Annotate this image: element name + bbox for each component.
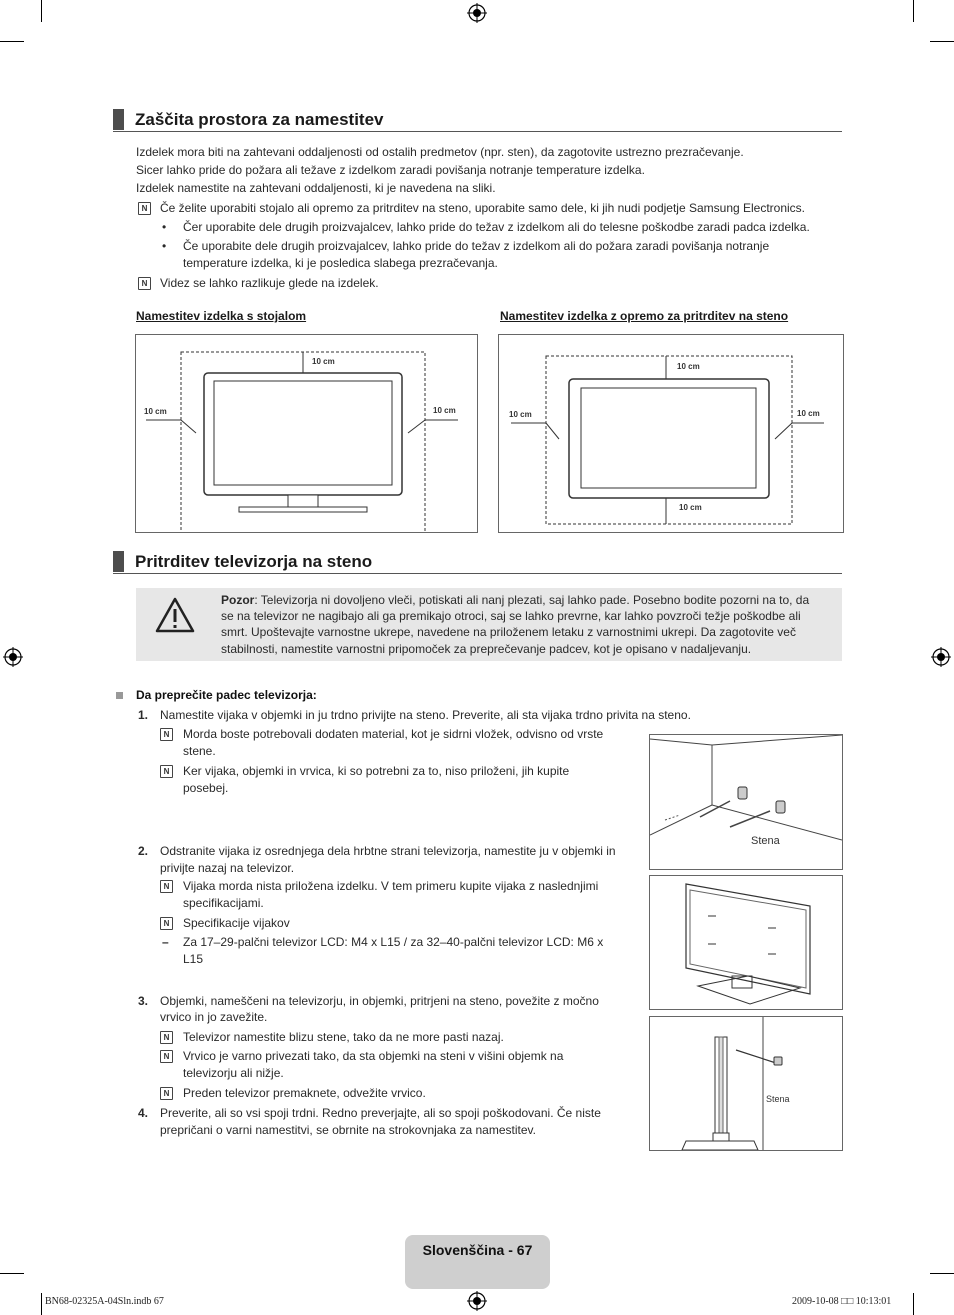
wall-label: Stena xyxy=(766,1094,790,1104)
registration-mark-icon xyxy=(467,1291,487,1311)
figure-title: Namestitev izdelka s stojalom xyxy=(136,309,307,323)
page-number: Slovenščina - 67 xyxy=(422,1242,533,1258)
tv-stand-illustration xyxy=(136,335,477,532)
note-text: Morda boste potrebovali dodaten material, kot je sidrni vložek, odvisno od vrste xyxy=(183,727,604,741)
note-text: Specifikacije vijakov xyxy=(183,916,290,930)
section-title: Zaščita prostora za namestitev xyxy=(135,110,384,129)
paragraph: Izdelek mora biti na zahtevani oddaljenosti od ostalih predmetov (npr. sten), da zagotovite ustrezno prezračevanje. xyxy=(136,145,744,159)
registration-mark-icon xyxy=(467,3,487,23)
step-text: vrvico in jo zavežite. xyxy=(160,1010,268,1024)
warning-text: stabilnosti, namestite varnostni pripomoček za preprečevanje padcev, kot je opisano v nadaljevanju. xyxy=(221,642,752,656)
warning-triangle-icon xyxy=(155,597,195,633)
note-text: Če želite uporabiti stojalo ali opremo za pritrditev na steno, uporabite samo dele, ki jih nudi podjetje Samsung Electronics. xyxy=(160,201,806,215)
step-number: 3. xyxy=(138,994,149,1008)
note-text: Ker vijaka, objemki in vrvica, ki so potrebni za to, niso priloženi, jih kupite xyxy=(183,764,570,778)
note-text: posebej. xyxy=(183,781,229,795)
tv-side-tethered-figure xyxy=(649,1016,843,1151)
distance-label-right: 10 cm xyxy=(797,409,820,418)
note-icon: N xyxy=(160,1031,173,1044)
wall-label: Stena xyxy=(751,835,780,847)
step-number: 4. xyxy=(138,1106,149,1120)
crop-mark xyxy=(913,1293,914,1315)
bullet-text: Čer uporabite dele drugih proizvajalcev, lahko pride do težav z izdelkom ali do telesne poškodbe zaradi padca izdelka. xyxy=(183,220,810,234)
note-text: Preden televizor premaknete, odvežite vrvico. xyxy=(183,1086,426,1100)
step-text: Preverite, ali so vsi spoji trdni. Redno preverjajte, ali so spoji poškodovani. Če niste xyxy=(160,1106,601,1120)
distance-label-right: 10 cm xyxy=(433,406,456,415)
warning-box xyxy=(136,588,842,661)
section-title: Pritrditev televizorja na steno xyxy=(135,552,373,571)
section-rule xyxy=(113,131,842,132)
wall-mount-clearance-figure xyxy=(498,334,844,533)
warning-text: Pozor: Televizorja ni dovoljeno vleči, potiskati ali nanj plezati, saj lahko pade. Posebno bodite pozorni na to, da xyxy=(221,593,810,607)
wall-clamp-figure xyxy=(649,734,843,870)
step-text: Namestite vijaka v objemki in ju trdno privijte na steno. Preverite, ali sta vijaka trdno privita na steno. xyxy=(160,708,691,722)
crop-mark xyxy=(41,1293,42,1315)
step-text: Objemki, nameščeni na televizorju, in objemki, pritrjeni na steno, povežite z močno xyxy=(160,994,599,1008)
step-number: 1. xyxy=(138,708,149,722)
step-text: Odstranite vijaka iz osrednjega dela hrbtne strani televizorja, namestite ju v objemki in xyxy=(160,844,616,858)
bullet-icon: • xyxy=(162,220,167,234)
note-text: Televizor namestite blizu stene, tako da ne more pasti nazaj. xyxy=(183,1030,504,1044)
file-info: BN68-02325A-04Sln.indb 67 xyxy=(45,1296,164,1307)
section-marker xyxy=(113,551,124,572)
warning-label: Pozor xyxy=(221,593,255,607)
step-number: 2. xyxy=(138,844,149,858)
section-rule xyxy=(113,573,842,574)
crop-mark xyxy=(913,0,914,22)
note-icon: N xyxy=(160,1087,173,1100)
print-date: 2009-10-08 □□ 10:13:01 xyxy=(792,1296,892,1307)
note-icon: N xyxy=(160,765,173,778)
note-text: specifikacijami. xyxy=(183,896,264,910)
note-text: Vijaka morda nista priložena izdelku. V tem primeru kupite vijaka z naslednjimi xyxy=(183,879,599,893)
note-icon: N xyxy=(160,1050,173,1063)
distance-label-top: 10 cm xyxy=(312,357,335,366)
registration-mark-icon xyxy=(931,647,951,667)
stand-clearance-figure xyxy=(135,334,478,533)
figure-title: Namestitev izdelka z opremo za pritrditev na steno xyxy=(500,309,789,323)
spec-text: Za 17–29-palčni televizor LCD: M4 x L15 / za 32–40-palčni televizor LCD: M6 x xyxy=(183,935,604,949)
crop-mark xyxy=(930,41,954,42)
warning-text: se na televizor ne nagibajo ali ga premikajo otroci, saj se lahko prevrne, kar lahko povzroči težje poškodbe ali xyxy=(221,609,801,623)
note-icon: N xyxy=(160,880,173,893)
distance-label-left: 10 cm xyxy=(144,407,167,416)
note-icon: N xyxy=(160,728,173,741)
section-marker xyxy=(113,109,124,130)
step-text: privijte nazaj na televizor. xyxy=(160,861,295,875)
crop-mark xyxy=(41,0,42,22)
distance-label-left: 10 cm xyxy=(509,410,532,419)
paragraph: Sicer lahko pride do požara ali težave z izdelkom zaradi povišanja notranje temperature izdelka. xyxy=(136,163,645,177)
crop-mark xyxy=(0,41,24,42)
tv-side-illustration xyxy=(650,1017,842,1150)
step-text: prepričani o varni namestitvi, se obrnite na strokovnjaka za namestitev. xyxy=(160,1123,536,1137)
registration-mark-icon xyxy=(3,647,23,667)
note-text: televizorju ali nižje. xyxy=(183,1066,284,1080)
warning-text: smrt. Upoštevajte varnostne ukrepe, navedene na priloženem letaku z varnostnimi ukrepi. Da zagotovite več xyxy=(221,625,796,639)
paragraph: Izdelek namestite na zahtevani oddaljenosti, ki je navedena na sliki. xyxy=(136,181,496,195)
wall-screws-illustration xyxy=(650,735,842,869)
distance-label-top: 10 cm xyxy=(677,362,700,371)
note-text: Vrvico je varno privezati tako, da sta objemki na steni v višini objemk na xyxy=(183,1049,564,1063)
tv-back-illustration xyxy=(650,876,842,1009)
dash-bullet: – xyxy=(162,935,169,949)
bullet-text: Če uporabite dele drugih proizvajalcev, lahko pride do težav z izdelkom ali do požara zaradi povišanja notranje xyxy=(183,239,770,253)
bullet-text: temperature izdelka, ki je posledica slabega prezračevanja. xyxy=(183,256,498,270)
note-icon: N xyxy=(138,202,151,215)
square-bullet-icon xyxy=(116,692,123,699)
note-text: stene. xyxy=(183,744,216,758)
tv-wall-illustration xyxy=(499,335,843,532)
bullet-icon: • xyxy=(162,239,167,253)
note-text: Videz se lahko razlikuje glede na izdelek. xyxy=(160,276,379,290)
distance-label-bottom: 10 cm xyxy=(679,503,702,512)
note-icon: N xyxy=(160,917,173,930)
crop-mark xyxy=(930,1273,954,1274)
subheading: Da preprečite padec televizorja: xyxy=(136,688,317,702)
spec-text: L15 xyxy=(183,952,204,966)
note-icon: N xyxy=(138,277,151,290)
crop-mark xyxy=(0,1273,24,1274)
tv-back-figure xyxy=(649,875,843,1010)
